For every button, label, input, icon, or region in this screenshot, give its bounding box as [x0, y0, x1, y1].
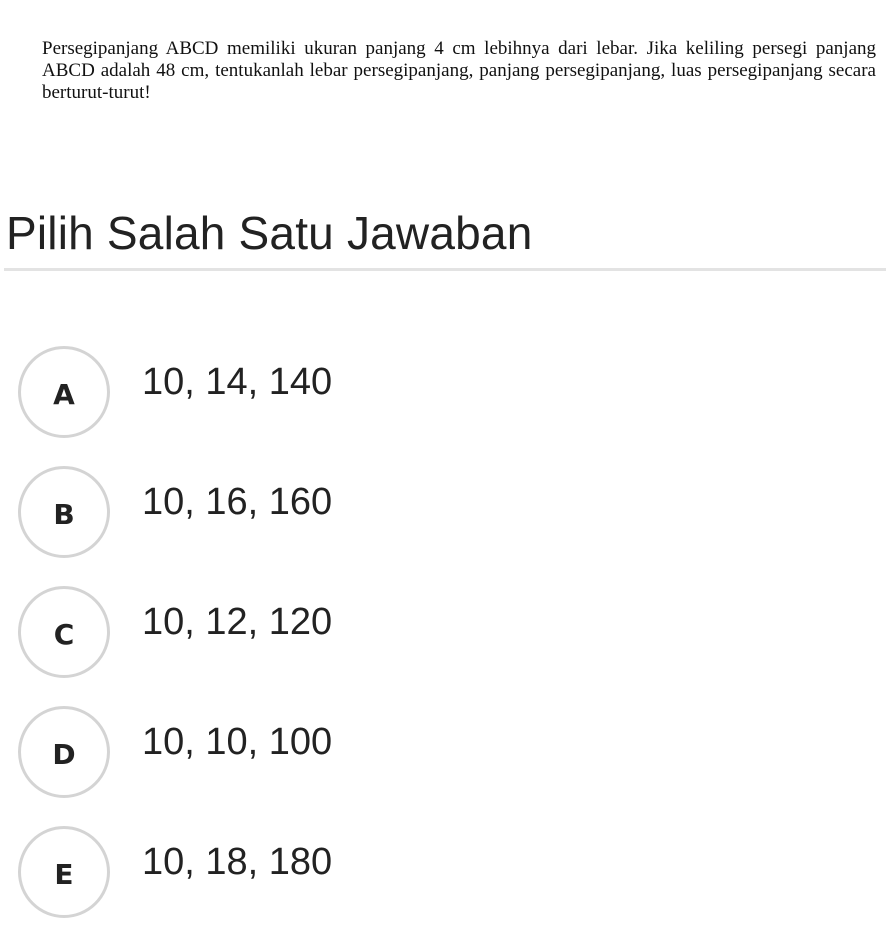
option-badge	[18, 346, 110, 438]
option-answer: 10, 10, 100	[142, 721, 333, 763]
option-badge	[18, 826, 110, 918]
section-title: Pilih Salah Satu Jawaban	[6, 207, 533, 259]
option-letter: E	[54, 858, 74, 891]
option-letter: D	[52, 738, 76, 771]
title-divider	[4, 268, 886, 271]
answer-option-c[interactable]	[18, 586, 718, 678]
option-badge	[18, 706, 110, 798]
answer-option-b[interactable]	[18, 466, 718, 558]
answer-option-a[interactable]	[18, 346, 718, 438]
option-badge	[18, 586, 110, 678]
option-answer: 10, 16, 160	[142, 481, 333, 523]
option-letter: B	[53, 498, 75, 531]
option-answer: 10, 14, 140	[142, 361, 333, 403]
option-letter: C	[53, 618, 75, 651]
option-answer: 10, 18, 180	[142, 841, 333, 883]
answer-option-d[interactable]	[18, 706, 718, 798]
answer-option-e[interactable]	[18, 826, 718, 918]
option-badge	[18, 466, 110, 558]
option-letter: A	[53, 378, 75, 411]
option-answer: 10, 12, 120	[142, 601, 333, 643]
question-text: Persegipanjang ABCD memiliki ukuran panjang 4 cm lebihnya dari lebar. Jika keliling persegi panjang ABCD adalah 48 cm, tentukanlah lebar persegipanjang, panjang persegipanjang, luas persegipanjang secara berturut-turut!	[42, 38, 876, 103]
